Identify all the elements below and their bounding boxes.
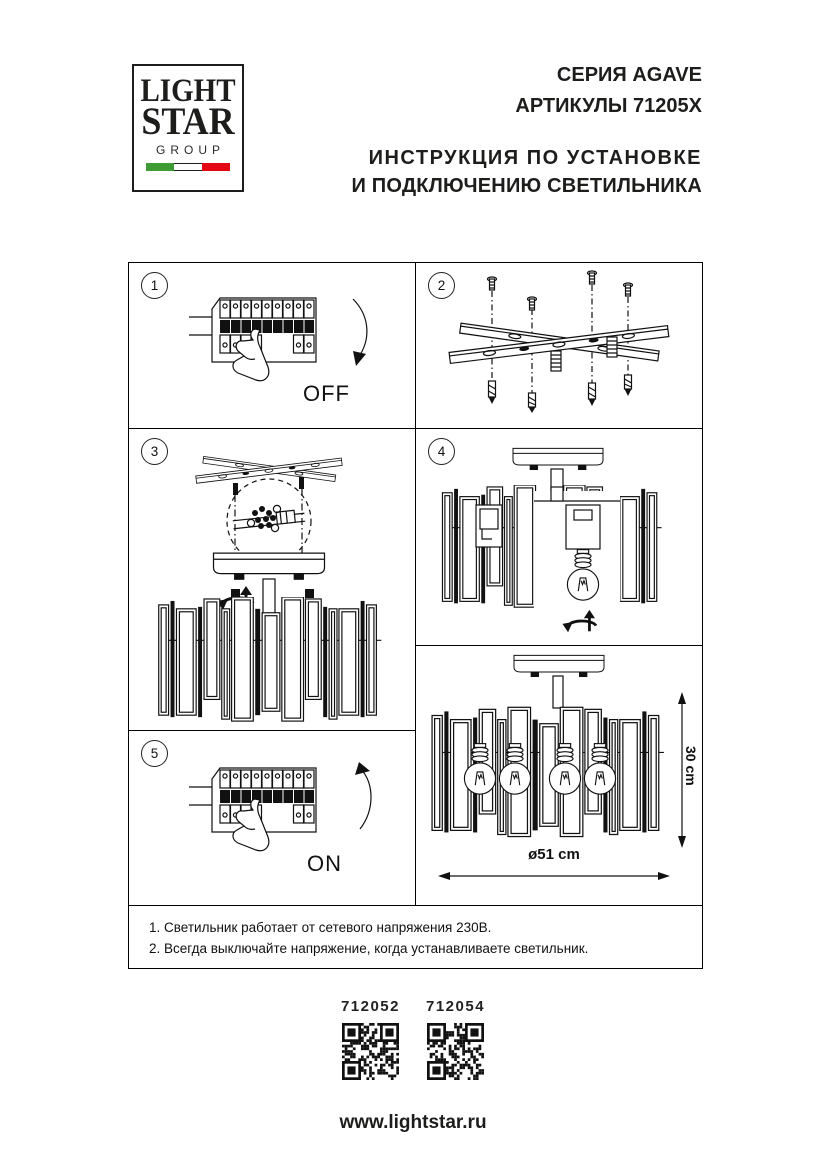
step-number-badge: 4 (428, 438, 455, 465)
qr-group (341, 998, 400, 1080)
bulb-install-diagram (416, 429, 702, 646)
step-panel-3 (129, 429, 416, 731)
series-title: СЕРИЯ AGAVE (556, 64, 702, 86)
breaker-off-diagram (129, 263, 416, 429)
mounting-bracket-diagram (416, 263, 702, 429)
document-header (351, 60, 702, 200)
flag-red (202, 163, 230, 171)
breaker-on-diagram (129, 731, 416, 906)
screw-icon (488, 271, 633, 310)
step-panel-1 (129, 263, 416, 429)
qr-section (0, 998, 826, 1080)
article-code-label: 712054 (426, 998, 486, 1015)
logo-word-light: LIGHT (140, 73, 236, 109)
instruction-title-line1: ИНСТРУКЦИЯ ПО УСТАНОВКЕ (368, 147, 702, 169)
dimensions-diagram (416, 646, 702, 906)
chandelier-hanging-diagram (129, 429, 416, 731)
logo-word-star: STAR (141, 99, 235, 143)
instruction-grid (128, 262, 703, 969)
instruction-title-line2: И ПОДКЛЮЧЕНИЮ СВЕТИЛЬНИКА (351, 175, 702, 197)
on-label: ON (307, 851, 342, 876)
qr-group (426, 998, 485, 1080)
lightstar-logo (132, 64, 244, 192)
notes (129, 906, 702, 968)
dim-diameter-label: ø51 cm (528, 846, 580, 863)
note-line-2: 2. Всегда выключайте напряжение, когда устанавливаете светильник. (149, 941, 589, 956)
wall-anchor-icon (489, 375, 632, 413)
step-panel-4 (416, 429, 702, 646)
step-number-badge: 2 (428, 272, 455, 299)
step-panel-2 (416, 263, 702, 429)
dimensions-panel (416, 646, 702, 906)
off-label: OFF (303, 381, 350, 406)
diameter-dimension-line (438, 872, 670, 880)
step-number-badge: 1 (141, 272, 168, 299)
step-panel-5 (129, 731, 416, 906)
flag-white (174, 163, 202, 171)
qr-code (427, 1023, 484, 1080)
step-number-badge: 5 (141, 740, 168, 767)
flag-green (146, 163, 174, 171)
articles-title: АРТИКУЛЫ 71205X (515, 95, 702, 117)
step-number-badge: 3 (141, 438, 168, 465)
qr-code (342, 1023, 399, 1080)
logo-word-group: GROUP (155, 143, 225, 157)
italian-flag-stripe (146, 163, 230, 171)
footer-url: www.lightstar.ru (339, 1112, 487, 1133)
dim-height-label: 30 cm (683, 746, 699, 786)
article-code-label: 712052 (340, 998, 400, 1015)
note-line-1: 1. Светильник работает от сетевого напряжения 230В. (149, 920, 492, 935)
